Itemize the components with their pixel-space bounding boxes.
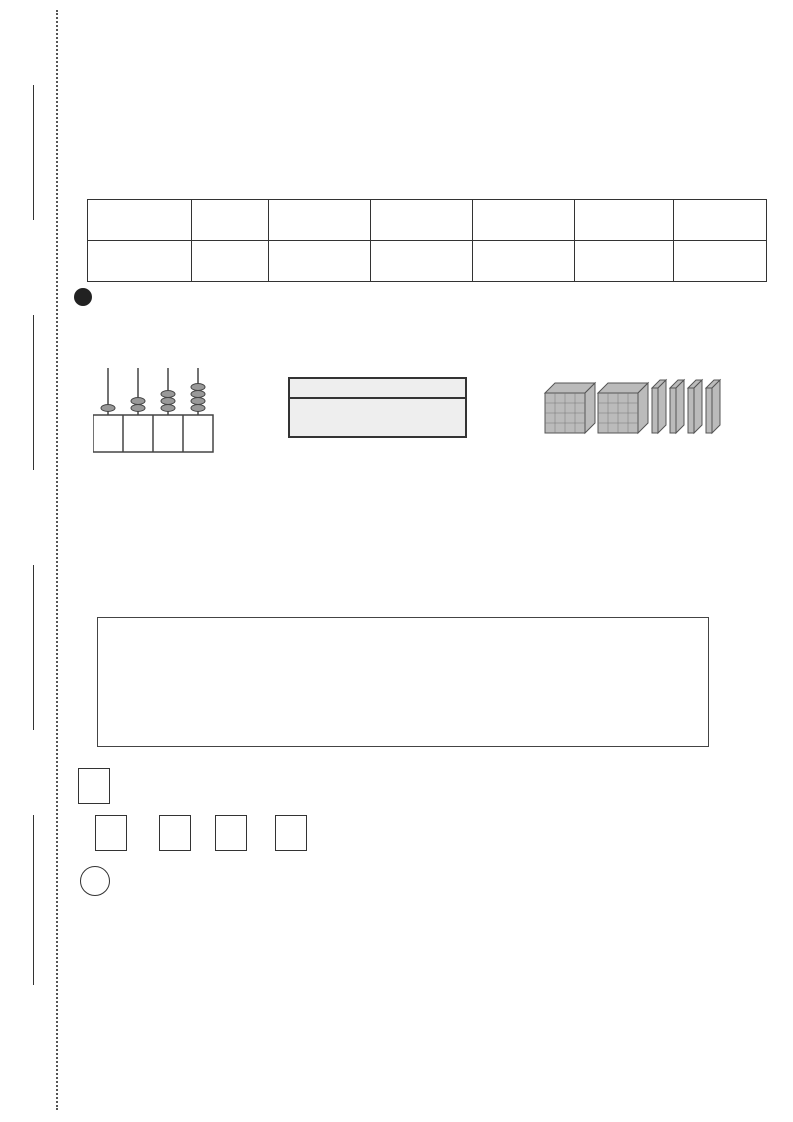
section-number-icon [74, 288, 92, 306]
student-id-underline [33, 85, 34, 220]
q2-passage-box [97, 617, 709, 747]
q3-answer-box[interactable] [275, 815, 307, 851]
q3-answer-box[interactable] [159, 815, 191, 851]
q4-prompt [74, 866, 116, 896]
suanpan-figure [288, 377, 468, 439]
score-input-cell[interactable] [269, 241, 371, 282]
read-as-3 [541, 508, 659, 528]
score-table-header-row [88, 200, 767, 241]
table-cell [674, 200, 767, 241]
read-as-1 [97, 508, 215, 528]
table-cell [88, 241, 192, 282]
table-cell [269, 200, 371, 241]
table-cell [371, 200, 473, 241]
section-heading [74, 288, 98, 306]
write-as-3 [541, 470, 659, 490]
score-table-score-row [88, 241, 767, 282]
class-underline [33, 565, 34, 730]
score-input-cell[interactable] [192, 241, 269, 282]
score-input-cell[interactable] [674, 241, 767, 282]
base-ten-blocks-figure [540, 378, 725, 438]
school-underline [33, 815, 34, 985]
read-as-2 [291, 508, 409, 528]
table-cell [473, 200, 575, 241]
score-input-cell[interactable] [575, 241, 674, 282]
answer-box-icon [78, 768, 110, 804]
q3-prompt [74, 768, 114, 804]
name-underline [33, 315, 34, 470]
write-as-1 [97, 470, 215, 490]
table-cell [575, 200, 674, 241]
score-input-cell[interactable] [473, 241, 575, 282]
table-cell [88, 200, 192, 241]
q3-answer-box[interactable] [95, 815, 127, 851]
write-as-2 [291, 470, 409, 490]
abacus-figure [93, 360, 218, 455]
table-cell [192, 200, 269, 241]
q3-items [93, 815, 315, 851]
binding-dotted-line [56, 10, 58, 1110]
q3-answer-box[interactable] [215, 815, 247, 851]
score-input-cell[interactable] [371, 241, 473, 282]
score-table [87, 199, 767, 282]
answer-circle-icon [80, 866, 110, 896]
